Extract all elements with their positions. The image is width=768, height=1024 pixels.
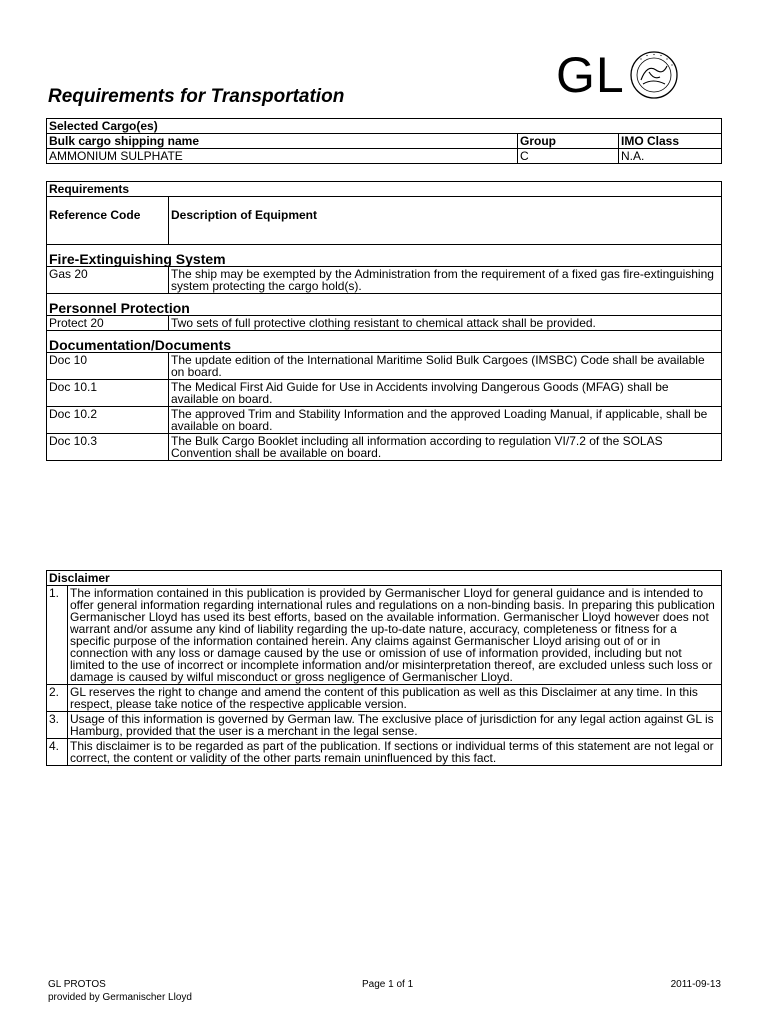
footer-provider: provided by Germanischer Lloyd: [48, 992, 192, 1003]
cargo-col-imo: IMO Class: [619, 134, 722, 149]
page-title: Requirements for Transportation: [48, 86, 345, 107]
requirement-description: The ship may be exempted by the Administration from the requirement of a fixed gas fire-extinguishing system protecting the cargo hold(s).: [169, 267, 722, 294]
footer-page-number: Page 1 of 1: [362, 979, 414, 990]
gl-logo: [556, 47, 679, 103]
requirement-description: The Bulk Cargo Booklet including all information according to regulation VI/7.2 of the SOLAS Convention shall be available on board.: [169, 434, 722, 461]
disclaimer-number: 1.: [47, 586, 68, 685]
col-reference-code: Reference Code: [47, 197, 169, 245]
requirement-code: Doc 10.2: [47, 407, 169, 434]
requirements-table: [46, 181, 722, 461]
requirement-code: Doc 10.1: [47, 380, 169, 407]
disclaimer-heading: Disclaimer: [47, 571, 722, 586]
requirement-code: Doc 10: [47, 353, 169, 380]
section-title: Fire-Extinguishing System: [47, 245, 722, 267]
disclaimer-number: 3.: [47, 712, 68, 739]
disclaimer-text: The information contained in this publication is provided by Germanischer Lloyd for general guidance and is intended to offer general information regarding international rules and regulations on a non-binding basis. In preparing this publication Germanischer Lloyd has used its best efforts, based on the available information. Germanischer Lloyd however does not warrant and/or assume any kind of liability regarding the up-to-date nature, accuracy, completeness or fitness for a specific purpose of the information contained herein. Any claims against Germanischer Lloyd arising out of or in connection with any loss or damage caused by the use or omission of use of information provided, including but not limited to the use of incorrect or incomplete information and/or misinterpretation thereof, are excluded unless such loss or damage is caused by wilful misconduct or gross negligence of Germanischer Lloyd.: [68, 586, 722, 685]
requirement-code: Protect 20: [47, 316, 169, 331]
cargo-heading: Selected Cargo(es): [47, 119, 722, 134]
logo-text: GL: [556, 47, 625, 103]
cargo-name: AMMONIUM SULPHATE: [47, 149, 518, 164]
requirement-description: The approved Trim and Stability Information and the approved Loading Manual, if applicable, shall be available on board.: [169, 407, 722, 434]
footer-app-name: GL PROTOS: [48, 979, 106, 990]
cargo-imo-class: N.A.: [619, 149, 722, 164]
requirement-description: The Medical First Aid Guide for Use in Accidents involving Dangerous Goods (MFAG) shall be available on board.: [169, 380, 722, 407]
section-title: Personnel Protection: [47, 294, 722, 316]
requirement-code: Doc 10.3: [47, 434, 169, 461]
cargo-table: [46, 118, 722, 164]
disclaimer-text: Usage of this information is governed by German law. The exclusive place of jurisdiction for any legal action against GL is Hamburg, provided that the user is a merchant in the legal sense.: [68, 712, 722, 739]
cargo-col-group: Group: [518, 134, 619, 149]
gl-seal-icon: [629, 50, 679, 100]
section-title: Documentation/Documents: [47, 331, 722, 353]
cargo-group: C: [518, 149, 619, 164]
disclaimer-text: This disclaimer is to be regarded as part of the publication. If sections or individual terms of this statement are not legal or correct, the content or validity of the other parts remain uninfluenced by this fact.: [68, 739, 722, 766]
col-description: Description of Equipment: [169, 197, 722, 245]
requirement-code: Gas 20: [47, 267, 169, 294]
disclaimer-table: [46, 570, 722, 766]
disclaimer-number: 4.: [47, 739, 68, 766]
disclaimer-number: 2.: [47, 685, 68, 712]
requirement-description: Two sets of full protective clothing resistant to chemical attack shall be provided.: [169, 316, 722, 331]
requirement-description: The update edition of the International Maritime Solid Bulk Cargoes (IMSBC) Code shall be available on board.: [169, 353, 722, 380]
cargo-col-name: Bulk cargo shipping name: [47, 134, 518, 149]
disclaimer-text: GL reserves the right to change and amend the content of this publication as well as this Disclaimer at any time. In this respect, please take notice of the respective applicable version.: [68, 685, 722, 712]
requirements-heading: Requirements: [47, 182, 722, 197]
footer-date: 2011-09-13: [670, 979, 721, 990]
